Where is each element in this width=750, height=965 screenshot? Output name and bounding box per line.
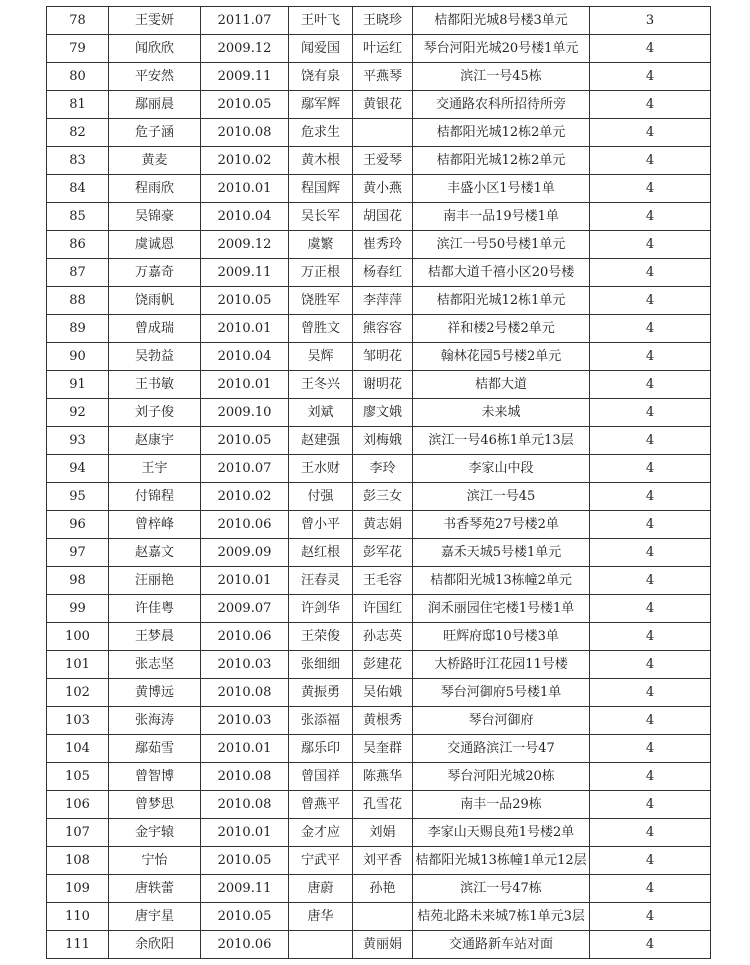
home-address: 桔苑北路未来城7栋1单元3层 — [413, 903, 590, 931]
mother-name: 彭建花 — [353, 651, 413, 679]
home-address: 李家山中段 — [413, 455, 590, 483]
row-number: 106 — [47, 791, 109, 819]
mother-name: 刘梅娥 — [353, 427, 413, 455]
class-number: 4 — [590, 175, 711, 203]
home-address: 滨江一号45栋 — [413, 63, 590, 91]
row-number: 95 — [47, 483, 109, 511]
table-row — [47, 91, 711, 119]
mother-name: 李萍萍 — [353, 287, 413, 315]
row-number: 92 — [47, 399, 109, 427]
class-number: 4 — [590, 791, 711, 819]
birth-date: 2011.07 — [201, 7, 289, 35]
student-name: 宁怡 — [109, 847, 201, 875]
mother-name: 廖文娥 — [353, 399, 413, 427]
class-number: 4 — [590, 567, 711, 595]
father-name: 吴长军 — [289, 203, 353, 231]
row-number: 109 — [47, 875, 109, 903]
student-name: 鄢茹雪 — [109, 735, 201, 763]
birth-date: 2009.11 — [201, 875, 289, 903]
home-address: 滨江一号45 — [413, 483, 590, 511]
student-name: 吴勃益 — [109, 343, 201, 371]
mother-name — [353, 119, 413, 147]
father-name: 曾国祥 — [289, 763, 353, 791]
table-row — [47, 63, 711, 91]
table-row — [47, 763, 711, 791]
mother-name: 彭军花 — [353, 539, 413, 567]
class-number: 4 — [590, 483, 711, 511]
birth-date: 2009.11 — [201, 259, 289, 287]
student-name: 曾梦思 — [109, 791, 201, 819]
father-name: 黄振勇 — [289, 679, 353, 707]
row-number: 78 — [47, 7, 109, 35]
row-number: 107 — [47, 819, 109, 847]
class-number: 4 — [590, 259, 711, 287]
row-number: 97 — [47, 539, 109, 567]
table-row — [47, 371, 711, 399]
home-address: 未来城 — [413, 399, 590, 427]
student-name: 唐轶蕾 — [109, 875, 201, 903]
birth-date: 2009.11 — [201, 63, 289, 91]
table-row — [47, 399, 711, 427]
class-number: 4 — [590, 147, 711, 175]
student-name: 许佳粤 — [109, 595, 201, 623]
student-name: 曾成瑞 — [109, 315, 201, 343]
student-name: 刘子俊 — [109, 399, 201, 427]
birth-date: 2010.05 — [201, 427, 289, 455]
mother-name: 陈燕华 — [353, 763, 413, 791]
class-number: 4 — [590, 371, 711, 399]
father-name: 唐华 — [289, 903, 353, 931]
student-name: 曾梓峰 — [109, 511, 201, 539]
row-number: 85 — [47, 203, 109, 231]
birth-date: 2010.07 — [201, 455, 289, 483]
father-name: 王水财 — [289, 455, 353, 483]
table-row — [47, 735, 711, 763]
father-name: 王冬兴 — [289, 371, 353, 399]
mother-name: 王爱琴 — [353, 147, 413, 175]
student-name: 唐宇星 — [109, 903, 201, 931]
table-row — [47, 287, 711, 315]
home-address: 旺辉府邸10号楼3单 — [413, 623, 590, 651]
father-name: 唐蔚 — [289, 875, 353, 903]
student-name: 汪丽艳 — [109, 567, 201, 595]
father-name: 王荣俊 — [289, 623, 353, 651]
home-address: 丰盛小区1号楼1单 — [413, 175, 590, 203]
class-number: 4 — [590, 931, 711, 959]
student-name: 危子涵 — [109, 119, 201, 147]
birth-date: 2010.06 — [201, 931, 289, 959]
mother-name: 王毛容 — [353, 567, 413, 595]
row-number: 110 — [47, 903, 109, 931]
mother-name: 黄丽娟 — [353, 931, 413, 959]
home-address: 桔都阳光城8号楼3单元 — [413, 7, 590, 35]
table-row — [47, 595, 711, 623]
table-row — [47, 903, 711, 931]
row-number: 102 — [47, 679, 109, 707]
father-name — [289, 931, 353, 959]
table-row — [47, 7, 711, 35]
father-name: 张细细 — [289, 651, 353, 679]
mother-name: 孙志英 — [353, 623, 413, 651]
home-address: 滨江一号46栋1单元13层 — [413, 427, 590, 455]
home-address: 交通路农科所招待所旁 — [413, 91, 590, 119]
class-number: 4 — [590, 903, 711, 931]
table-row — [47, 651, 711, 679]
mother-name: 刘平香 — [353, 847, 413, 875]
father-name: 金才应 — [289, 819, 353, 847]
home-address: 交通路新车站对面 — [413, 931, 590, 959]
row-number: 84 — [47, 175, 109, 203]
home-address: 桔都阳光城12栋2单元 — [413, 119, 590, 147]
row-number: 99 — [47, 595, 109, 623]
table-row — [47, 847, 711, 875]
father-name: 闻爱国 — [289, 35, 353, 63]
father-name: 鄢乐印 — [289, 735, 353, 763]
row-number: 101 — [47, 651, 109, 679]
row-number: 87 — [47, 259, 109, 287]
student-name: 平安然 — [109, 63, 201, 91]
student-name: 王雯妍 — [109, 7, 201, 35]
class-number: 4 — [590, 119, 711, 147]
birth-date: 2009.07 — [201, 595, 289, 623]
row-number: 90 — [47, 343, 109, 371]
row-number: 82 — [47, 119, 109, 147]
home-address: 南丰一品19号楼1单 — [413, 203, 590, 231]
student-name: 王梦晨 — [109, 623, 201, 651]
home-address: 桔都阳光城12栋2单元 — [413, 147, 590, 175]
birth-date: 2009.09 — [201, 539, 289, 567]
student-name: 赵嘉文 — [109, 539, 201, 567]
class-number: 4 — [590, 707, 711, 735]
class-number: 4 — [590, 343, 711, 371]
father-name: 张添福 — [289, 707, 353, 735]
table-row — [47, 679, 711, 707]
class-number: 4 — [590, 735, 711, 763]
row-number: 94 — [47, 455, 109, 483]
student-name: 虞诚恩 — [109, 231, 201, 259]
row-number: 98 — [47, 567, 109, 595]
birth-date: 2010.01 — [201, 819, 289, 847]
home-address: 滨江一号50号楼1单元 — [413, 231, 590, 259]
birth-date: 2010.03 — [201, 651, 289, 679]
table-row — [47, 791, 711, 819]
table-row — [47, 35, 711, 63]
table-row — [47, 819, 711, 847]
father-name: 宁武平 — [289, 847, 353, 875]
home-address: 桔都大道 — [413, 371, 590, 399]
row-number: 96 — [47, 511, 109, 539]
birth-date: 2010.08 — [201, 763, 289, 791]
mother-name: 胡国花 — [353, 203, 413, 231]
birth-date: 2009.12 — [201, 231, 289, 259]
home-address: 南丰一品29栋 — [413, 791, 590, 819]
father-name: 曾燕平 — [289, 791, 353, 819]
mother-name: 黄根秀 — [353, 707, 413, 735]
student-name: 张海涛 — [109, 707, 201, 735]
class-number: 4 — [590, 63, 711, 91]
father-name: 赵建强 — [289, 427, 353, 455]
roster-body — [47, 7, 711, 959]
mother-name: 孙艳 — [353, 875, 413, 903]
birth-date: 2010.08 — [201, 119, 289, 147]
student-name: 万嘉奇 — [109, 259, 201, 287]
mother-name: 彭三女 — [353, 483, 413, 511]
table-row — [47, 511, 711, 539]
father-name: 王叶飞 — [289, 7, 353, 35]
table-row — [47, 315, 711, 343]
table-row — [47, 427, 711, 455]
father-name: 许剑华 — [289, 595, 353, 623]
class-number: 4 — [590, 651, 711, 679]
student-name: 王宇 — [109, 455, 201, 483]
table-row — [47, 119, 711, 147]
row-number: 103 — [47, 707, 109, 735]
class-number: 4 — [590, 511, 711, 539]
student-name: 张志坚 — [109, 651, 201, 679]
table-row — [47, 147, 711, 175]
home-address: 嘉禾天城5号楼1单元 — [413, 539, 590, 567]
father-name: 吴辉 — [289, 343, 353, 371]
birth-date: 2010.01 — [201, 175, 289, 203]
class-number: 4 — [590, 623, 711, 651]
father-name: 饶胜军 — [289, 287, 353, 315]
father-name: 刘斌 — [289, 399, 353, 427]
table-row — [47, 231, 711, 259]
class-number: 4 — [590, 847, 711, 875]
birth-date: 2010.01 — [201, 735, 289, 763]
home-address: 祥和楼2号楼2单元 — [413, 315, 590, 343]
mother-name: 吴奎群 — [353, 735, 413, 763]
table-row — [47, 707, 711, 735]
mother-name: 黄志娟 — [353, 511, 413, 539]
class-number: 4 — [590, 91, 711, 119]
table-row — [47, 875, 711, 903]
class-number: 4 — [590, 875, 711, 903]
father-name: 程国辉 — [289, 175, 353, 203]
birth-date: 2010.05 — [201, 91, 289, 119]
father-name: 鄢军辉 — [289, 91, 353, 119]
birth-date: 2010.06 — [201, 623, 289, 651]
student-name: 王书敏 — [109, 371, 201, 399]
birth-date: 2010.05 — [201, 847, 289, 875]
birth-date: 2010.06 — [201, 511, 289, 539]
father-name: 黄木根 — [289, 147, 353, 175]
birth-date: 2010.08 — [201, 791, 289, 819]
table-row — [47, 455, 711, 483]
mother-name: 孔雪花 — [353, 791, 413, 819]
birth-date: 2010.05 — [201, 903, 289, 931]
row-number: 108 — [47, 847, 109, 875]
home-address: 李家山天赐良苑1号楼2单 — [413, 819, 590, 847]
class-number: 4 — [590, 231, 711, 259]
class-number: 4 — [590, 819, 711, 847]
student-name: 付锦程 — [109, 483, 201, 511]
row-number: 111 — [47, 931, 109, 959]
mother-name: 刘娟 — [353, 819, 413, 847]
mother-name: 吴佑娥 — [353, 679, 413, 707]
birth-date: 2010.08 — [201, 679, 289, 707]
table-row — [47, 931, 711, 959]
birth-date: 2010.03 — [201, 707, 289, 735]
class-number: 4 — [590, 315, 711, 343]
mother-name: 许国红 — [353, 595, 413, 623]
mother-name: 叶运红 — [353, 35, 413, 63]
student-roster-table — [46, 6, 711, 959]
student-name: 余欣阳 — [109, 931, 201, 959]
row-number: 104 — [47, 735, 109, 763]
row-number: 100 — [47, 623, 109, 651]
mother-name: 李玲 — [353, 455, 413, 483]
home-address: 琴台河阳光城20号楼1单元 — [413, 35, 590, 63]
row-number: 93 — [47, 427, 109, 455]
student-name: 程雨欣 — [109, 175, 201, 203]
birth-date: 2010.04 — [201, 203, 289, 231]
birth-date: 2010.01 — [201, 315, 289, 343]
row-number: 105 — [47, 763, 109, 791]
father-name: 饶有泉 — [289, 63, 353, 91]
home-address: 大桥路盱江花园11号楼 — [413, 651, 590, 679]
mother-name: 邹明花 — [353, 343, 413, 371]
home-address: 琴台河御府5号楼1单 — [413, 679, 590, 707]
home-address: 滨江一号47栋 — [413, 875, 590, 903]
birth-date: 2010.02 — [201, 483, 289, 511]
row-number: 83 — [47, 147, 109, 175]
birth-date: 2010.05 — [201, 287, 289, 315]
class-number: 4 — [590, 427, 711, 455]
class-number: 4 — [590, 287, 711, 315]
table-row — [47, 343, 711, 371]
birth-date: 2010.01 — [201, 567, 289, 595]
mother-name: 黄小燕 — [353, 175, 413, 203]
student-name: 鄢丽晨 — [109, 91, 201, 119]
home-address: 交通路滨江一号47 — [413, 735, 590, 763]
student-name: 黄麦 — [109, 147, 201, 175]
home-address: 翰林花园5号楼2单元 — [413, 343, 590, 371]
home-address: 琴台河御府 — [413, 707, 590, 735]
table-row — [47, 567, 711, 595]
row-number: 80 — [47, 63, 109, 91]
father-name: 曾小平 — [289, 511, 353, 539]
birth-date: 2010.01 — [201, 371, 289, 399]
table-row — [47, 175, 711, 203]
father-name: 危求生 — [289, 119, 353, 147]
mother-name: 黄银花 — [353, 91, 413, 119]
row-number: 88 — [47, 287, 109, 315]
table-row — [47, 539, 711, 567]
table-row — [47, 203, 711, 231]
home-address: 润禾丽园住宅楼1号楼1单 — [413, 595, 590, 623]
class-number: 4 — [590, 35, 711, 63]
mother-name: 平燕琴 — [353, 63, 413, 91]
student-name: 金宇辕 — [109, 819, 201, 847]
father-name: 曾胜文 — [289, 315, 353, 343]
mother-name: 熊容容 — [353, 315, 413, 343]
birth-date: 2010.04 — [201, 343, 289, 371]
father-name: 赵红根 — [289, 539, 353, 567]
row-number: 91 — [47, 371, 109, 399]
father-name: 汪春灵 — [289, 567, 353, 595]
father-name: 付强 — [289, 483, 353, 511]
student-name: 黄博远 — [109, 679, 201, 707]
student-name: 饶雨帆 — [109, 287, 201, 315]
home-address: 桔都阳光城13栋幢2单元 — [413, 567, 590, 595]
class-number: 4 — [590, 763, 711, 791]
student-name: 曾智博 — [109, 763, 201, 791]
mother-name: 杨春红 — [353, 259, 413, 287]
class-number: 4 — [590, 679, 711, 707]
table-row — [47, 259, 711, 287]
table-row — [47, 483, 711, 511]
class-number: 3 — [590, 7, 711, 35]
mother-name — [353, 903, 413, 931]
home-address: 书香琴苑27号楼2单 — [413, 511, 590, 539]
father-name: 万正根 — [289, 259, 353, 287]
student-name: 赵康宇 — [109, 427, 201, 455]
class-number: 4 — [590, 399, 711, 427]
row-number: 86 — [47, 231, 109, 259]
home-address: 桔都阳光城12栋1单元 — [413, 287, 590, 315]
mother-name: 谢明花 — [353, 371, 413, 399]
home-address: 桔都阳光城13栋幢1单元12层 — [413, 847, 590, 875]
father-name: 虞繁 — [289, 231, 353, 259]
birth-date: 2009.12 — [201, 35, 289, 63]
row-number: 81 — [47, 91, 109, 119]
table-row — [47, 623, 711, 651]
row-number: 89 — [47, 315, 109, 343]
birth-date: 2009.10 — [201, 399, 289, 427]
birth-date: 2010.02 — [201, 147, 289, 175]
home-address: 琴台河阳光城20栋 — [413, 763, 590, 791]
home-address: 桔都大道千禧小区20号楼 — [413, 259, 590, 287]
class-number: 4 — [590, 455, 711, 483]
class-number: 4 — [590, 595, 711, 623]
class-number: 4 — [590, 203, 711, 231]
mother-name: 王晓珍 — [353, 7, 413, 35]
row-number: 79 — [47, 35, 109, 63]
student-name: 闻欣欣 — [109, 35, 201, 63]
student-name: 吴锦豪 — [109, 203, 201, 231]
mother-name: 崔秀玲 — [353, 231, 413, 259]
class-number: 4 — [590, 539, 711, 567]
